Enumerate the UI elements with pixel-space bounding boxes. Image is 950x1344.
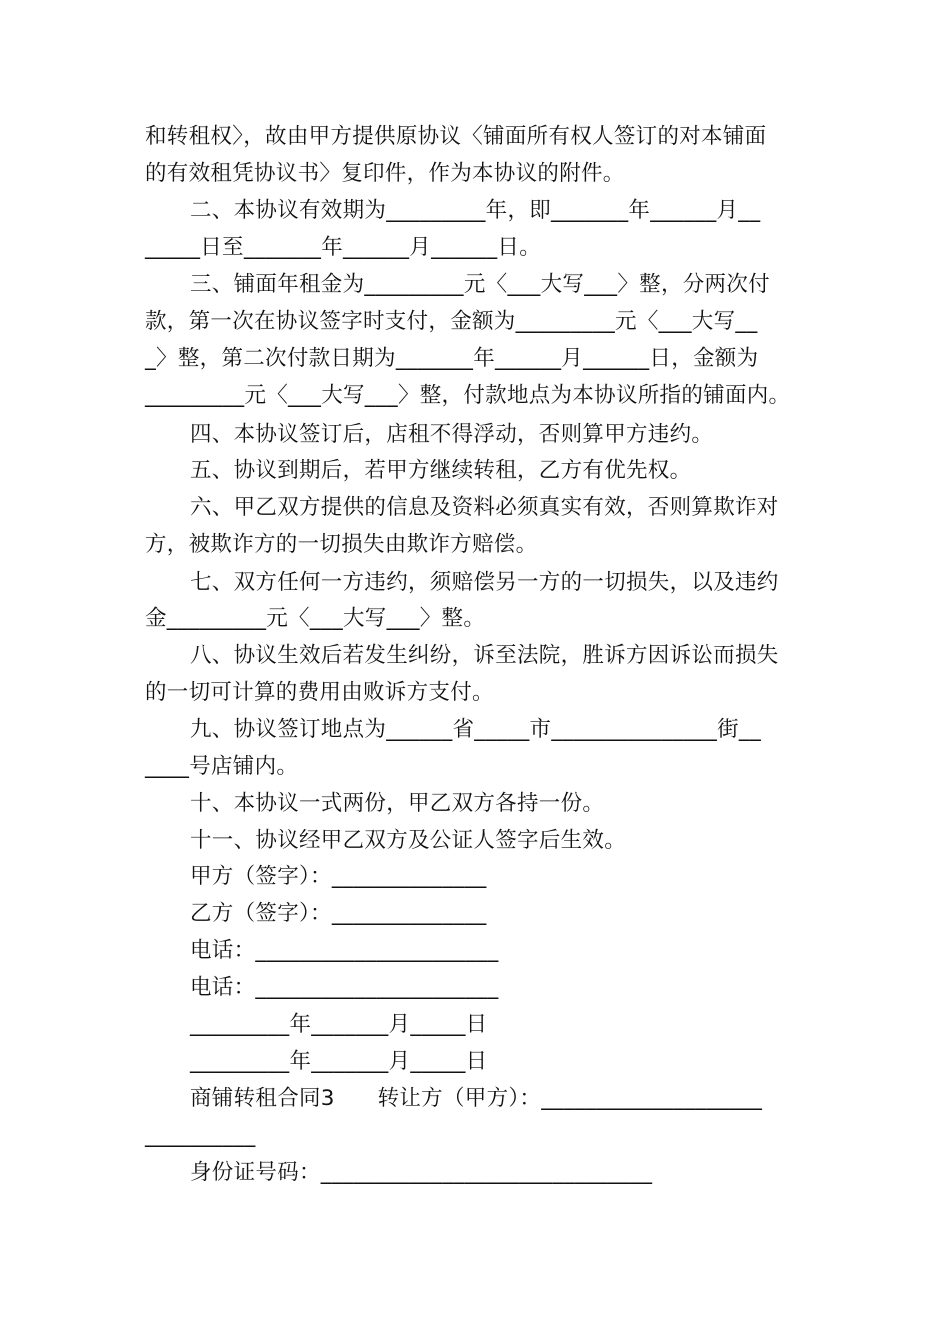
clause-8-line: 的一切可计算的费用由败诉方支付。 xyxy=(145,680,494,705)
clause-4-line: 四、本协议签订后，店租不得浮动，否则算甲方违约。 xyxy=(190,422,714,447)
clause-9-line: 九、协议签订地点为______省_____市_______________街__ xyxy=(190,717,762,742)
clause-9-line: ____号店铺内。 xyxy=(145,754,299,779)
clause-6-line: 六、甲乙双方提供的信息及资料必须真实有效，否则算欺诈对 xyxy=(190,495,779,520)
clause-8-line: 八、协议生效后若发生纠纷，诉至法院，胜诉方因诉讼而损失 xyxy=(190,643,779,668)
party-a-signature: 甲方（签字）：______________ xyxy=(190,864,487,889)
clause-3-line: 款，第一次在协议签字时支付，金额为_________元〈___大写__ xyxy=(145,309,758,334)
contract-3-heading: 商铺转租合同3 转让方（甲方）：____________________ xyxy=(190,1086,763,1111)
clause-6-line: 方，被欺诈方的一切损失由欺诈方赔偿。 xyxy=(145,532,538,557)
phone-line: 电话：______________________ xyxy=(190,975,499,1000)
transferor-line: __________ xyxy=(145,1123,256,1148)
date-line: _________年_______月_____日 xyxy=(190,1012,488,1037)
date-line: _________年_______月_____日 xyxy=(190,1049,488,1074)
clause-7-line: 七、双方任何一方违约，须赔偿另一方的一切损失，以及违约 xyxy=(190,570,779,595)
paragraph-line: 的有效租凭协议书〉复印件，作为本协议的附件。 xyxy=(145,161,625,186)
id-number-line: 身份证号码：______________________________ xyxy=(190,1160,653,1185)
party-b-signature: 乙方（签字）：______________ xyxy=(190,901,487,926)
clause-11-line: 十一、协议经甲乙双方及公证人签字后生效。 xyxy=(190,828,627,853)
clause-3-line: 三、铺面年租金为_________元〈___大写___〉整，分两次付 xyxy=(190,272,770,297)
clause-10-line: 十、本协议一式两份，甲乙双方各持一份。 xyxy=(190,791,605,816)
paragraph-line: 和转租权〉，故由甲方提供原协议〈铺面所有权人签订的对本铺面 xyxy=(145,124,767,149)
clause-7-line: 金_________元〈___大写___〉整。 xyxy=(145,606,486,631)
phone-line: 电话：______________________ xyxy=(190,938,499,963)
clause-2-line: _____日至_______年______月______日。 xyxy=(145,235,542,260)
clause-3-line: _〉整，第二次付款日期为_______年______月______日，金额为 xyxy=(145,346,759,371)
clause-2-line: 二、本协议有效期为_________年，即_______年______月__ xyxy=(190,198,761,223)
clause-5-line: 五、协议到期后，若甲方继续转租，乙方有优先权。 xyxy=(190,458,692,483)
clause-3-line: _________元〈___大写___〉整，付款地点为本协议所指的铺面内。 xyxy=(145,383,791,408)
